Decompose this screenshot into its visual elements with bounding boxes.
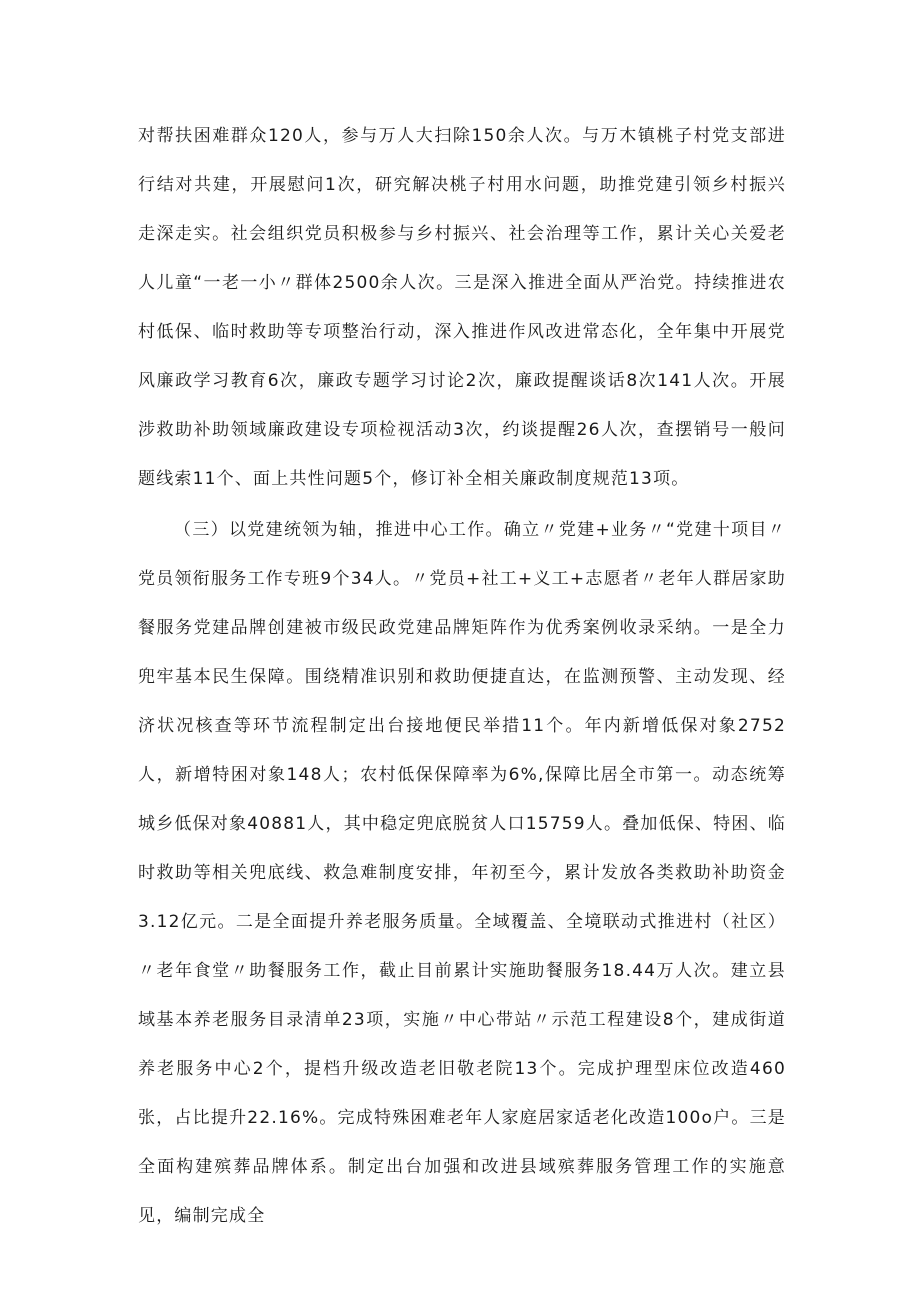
- paragraph-1: 对帮扶困难群众120人，参与万人大扫除150余人次。与万木镇桃子村党支部进行结对共建，开展慰问1次，研究解决桃子村用水问题，助推党建引领乡村振兴走深走实。社会组织党员积极参与乡村振兴、社会治理等工作，累计关心关爱老人儿童“一老一小〃群体2500余人次。三是深入推进全面从严治党。持续推进农村低保、临时救助等专项整治行动，深入推进作风改进常态化，全年集中开展党风廉政学习教育6次，廉政专题学习讨论2次，廉政提醒谈话8次141人次。开展涉救助补助领域廉政建设专项检视活动3次，约谈提醒26人次，查摆销号一般问题线索11个、面上共性问题5个，修订补全相关廉政制度规范13项。: [138, 126, 786, 489]
- paragraph-2: （三）以党建统领为轴，推进中心工作。确立〃党建+业务〃“党建十项目〃党员领衔服务工作专班9个34人。〃党员+社工+义工+志愿者〃老年人群居家助餐服务党建品牌创建被市级民政党建品牌矩阵作为优秀案例收录采纳。一是全力兜牢基本民生保障。围绕精准识别和救助便捷直达，在监测预警、主动发现、经济状况核查等环节流程制定出台接地便民举措11个。年内新增低保对象2752人，新增特困对象148人；农村低保保障率为6%,保障比居全市第一。动态统筹城乡低保对象40881人，其中稳定兜底脱贫人口15759人。叠加低保、特困、临时救助等相关兜底线、救急难制度安排，年初至今，累计发放各类救助补助资金3.12亿元。二是全面提升养老服务质量。全域覆盖、全境联动式推进村（社区）〃老年食堂〃助餐服务工作，截止目前累计实施助餐服务18.44万人次。建立县域基本养老服务目录清单23项，实施〃中心带站〃示范工程建设8个，建成街道养老服务中心2个，提档升级改造老旧敬老院13个。完成护理型床位改造460张，占比提升22.16%。完成特殊困难老年人家庭居家适老化改造100o户。三是全面构建殡葬品牌体系。制定出台加强和改进县域殡葬服务管理工作的实施意见，编制完成全: [138, 520, 786, 1226]
- document-body: [138, 112, 786, 1241]
